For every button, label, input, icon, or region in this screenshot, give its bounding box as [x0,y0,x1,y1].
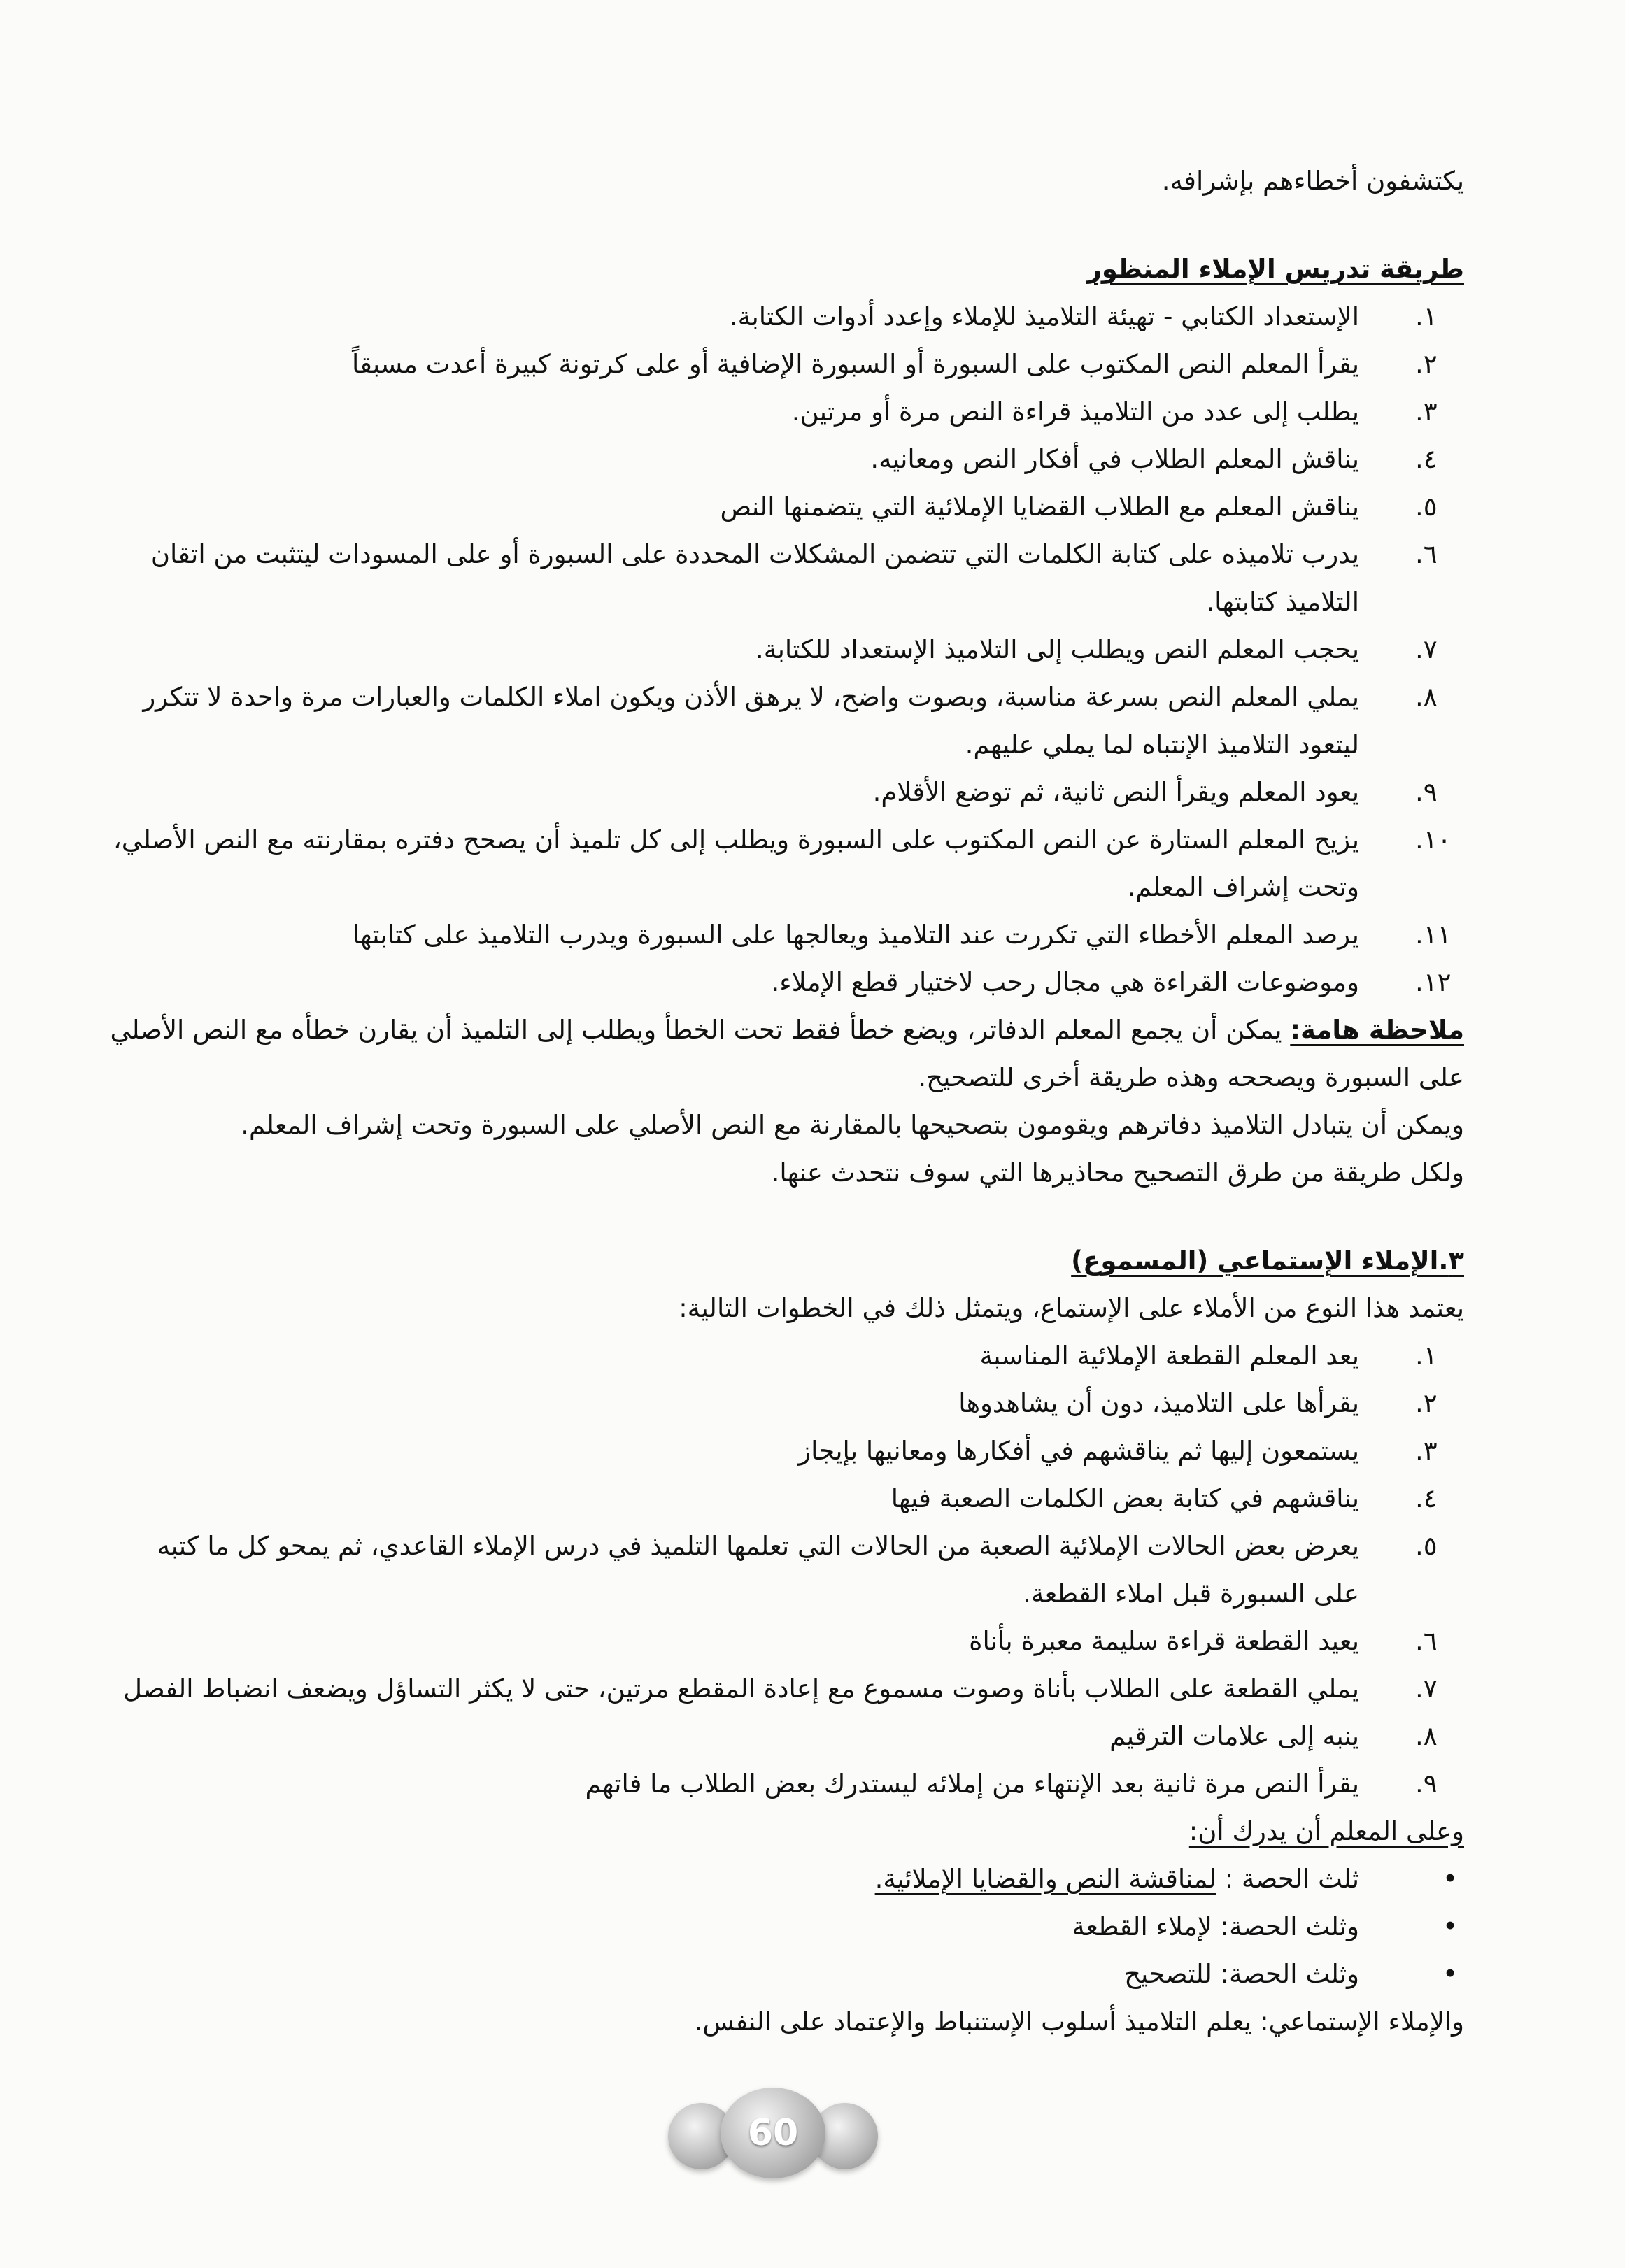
list-item: ٥. يناقش المعلم مع الطلاب القضايا الإملائية التي يتضمنها النص [720,492,1438,522]
list-item: • ثلث الحصة : لمناقشة النص والقضايا الإملائية. [105,1855,1464,1903]
list-item: ١. يعد المعلم القطعة الإملائية المناسبة [979,1341,1438,1371]
list-item: ٦. يعيد القطعة قراءة سليمة معبرة بأناة [969,1626,1438,1656]
document-page [105,157,1464,2046]
paragraph: ويمكن أن يتبادل التلاميذ دفاترهم ويقومون بتصحيحها بالمقارنة مع النص الأصلي على السبورة وتحت إشراف المعلم. [241,1110,1464,1140]
intro-line: يكتشفون أخطاءهم بإشرافه. [1161,166,1464,196]
list-item: ٤. يناقشهم في كتابة بعض الكلمات الصعبة فيها [890,1483,1438,1513]
list-item: ٩. يعود المعلم ويقرأ النص ثانية، ثم توضع الأقلام. [872,777,1438,807]
note-label: ملاحظة هامة: [1290,1015,1464,1045]
section-heading-heard-dictation: ٣.الإملاء الإستماعي (المسموع) [1071,1246,1464,1276]
bullet-icon: • [1442,1959,1458,1989]
list-item: ٦. يدرب تلاميذه على كتابة الكلمات التي تتضمن المشكلات المحددة على السبورة أو على المسودات ليتثبت من اتقان التلاميذ كتابتها. [150,539,1438,617]
list-item: ٥. يعرض بعض الحالات الإملائية الصعبة من الحالات التي تعلمها التلميذ في درس الإملاء القاعدي، ثم يمحو كل ما كتبه على السبورة قبل املاء القطعة. [157,1531,1438,1609]
paragraph: ولكل طريقة من طرق التصحيح محاذيرها التي سوف نتحدث عنها. [771,1157,1464,1188]
list-item: ١٢. وموضوعات القراءة هي مجال رحب لاختيار قطع الإملاء. [771,967,1452,997]
list-item: • وثلث الحصة: للتصحيح [105,1950,1464,1998]
section-intro: يعتمد هذا النوع من الأملاء على الإستماع، ويتمثل ذلك في الخطوات التالية: [679,1293,1464,1323]
time-allocation-list [105,1855,1464,1998]
section-heading-seen-dictation: طريقة تدريس الإملاء المنظور [1086,254,1464,284]
list-item: ٧. يحجب المعلم النص ويطلب إلى التلاميذ الإستعداد للكتابة. [755,634,1438,664]
list-item: ١٠. يزيح المعلم الستارة عن النص المكتوب على السبورة ويطلب إلى كل تلميذ أن يصحح دفتره بمقارنته مع النص الأصلي، وتحت إشراف المعلم. [113,825,1452,902]
list-item: ٨. ينبه إلى علامات الترقيم [1109,1721,1438,1751]
list-item: ٧. يملي القطعة على الطلاب بأناة وصوت مسموع مع إعادة المقطع مرتين، حتى لا يكثر التساؤل ويضعف انضباط الفصل [123,1674,1438,1704]
page-number-badge [668,2088,878,2178]
page-number: 60 [721,2088,825,2178]
note-text: يمكن أن يجمع المعلم الدفاتر، ويضع خطأ فقط تحت الخطأ ويطلب إلى التلميذ أن يقارن خطأه مع النص الأصلي على السبورة ويصححه وهذه طريقة أخرى للتصحيح. [110,1015,1464,1092]
list-item: ٢. يقرأ المعلم النص المكتوب على السبورة أو السبورة الإضافية أو على كرتونة كبيرة أعدت مسبقاً [351,349,1438,379]
bullet-icon: • [1442,1911,1458,1941]
list-item: ٣. يستمعون إليها ثم يناقشهم في أفكارها ومعانيها بإيجاز [798,1436,1438,1466]
list-item: ٨. يملي المعلم النص بسرعة مناسبة، وبصوت واضح، لا يرهق الأذن ويكون املاء الكلمات والعبارات مرة واحدة لا تتكرر ليتعود التلاميذ الإنتباه لما يملي عليهم. [143,682,1438,759]
heard-dictation-steps [105,1332,1464,1808]
list-item: ٩. يقرأ النص مرة ثانية بعد الإنتهاء من إملائه ليستدرك بعض الطلاب ما فاتهم [585,1769,1438,1799]
list-item: ٣. يطلب إلى عدد من التلاميذ قراءة النص مرة أو مرتين. [791,397,1438,427]
list-item: ١١. يرصد المعلم الأخطاء التي تكررت عند التلاميذ ويعالجها على السبورة ويدرب التلاميذ على كتابتها [352,920,1452,950]
seen-dictation-steps [105,293,1464,1006]
bullet-icon: • [1442,1864,1458,1894]
teacher-note: وعلى المعلم أن يدرك أن: [1188,1816,1464,1846]
closing-line: والإملاء الإستماعي: يعلم التلاميذ أسلوب الإستنباط والإعتماد على النفس. [694,2006,1464,2037]
list-item: ١. الإستعداد الكتابي - تهيئة التلاميذ للإملاء وإعدد أدوات الكتابة. [729,301,1438,331]
list-item: • وثلث الحصة: لإملاء القطعة [105,1903,1464,1950]
list-item: ٢. يقرأها على التلاميذ، دون أن يشاهدوها [958,1388,1438,1418]
list-item: ٤. يناقش المعلم الطلاب في أفكار النص ومعانيه. [870,444,1438,474]
important-note [105,1006,1464,1101]
